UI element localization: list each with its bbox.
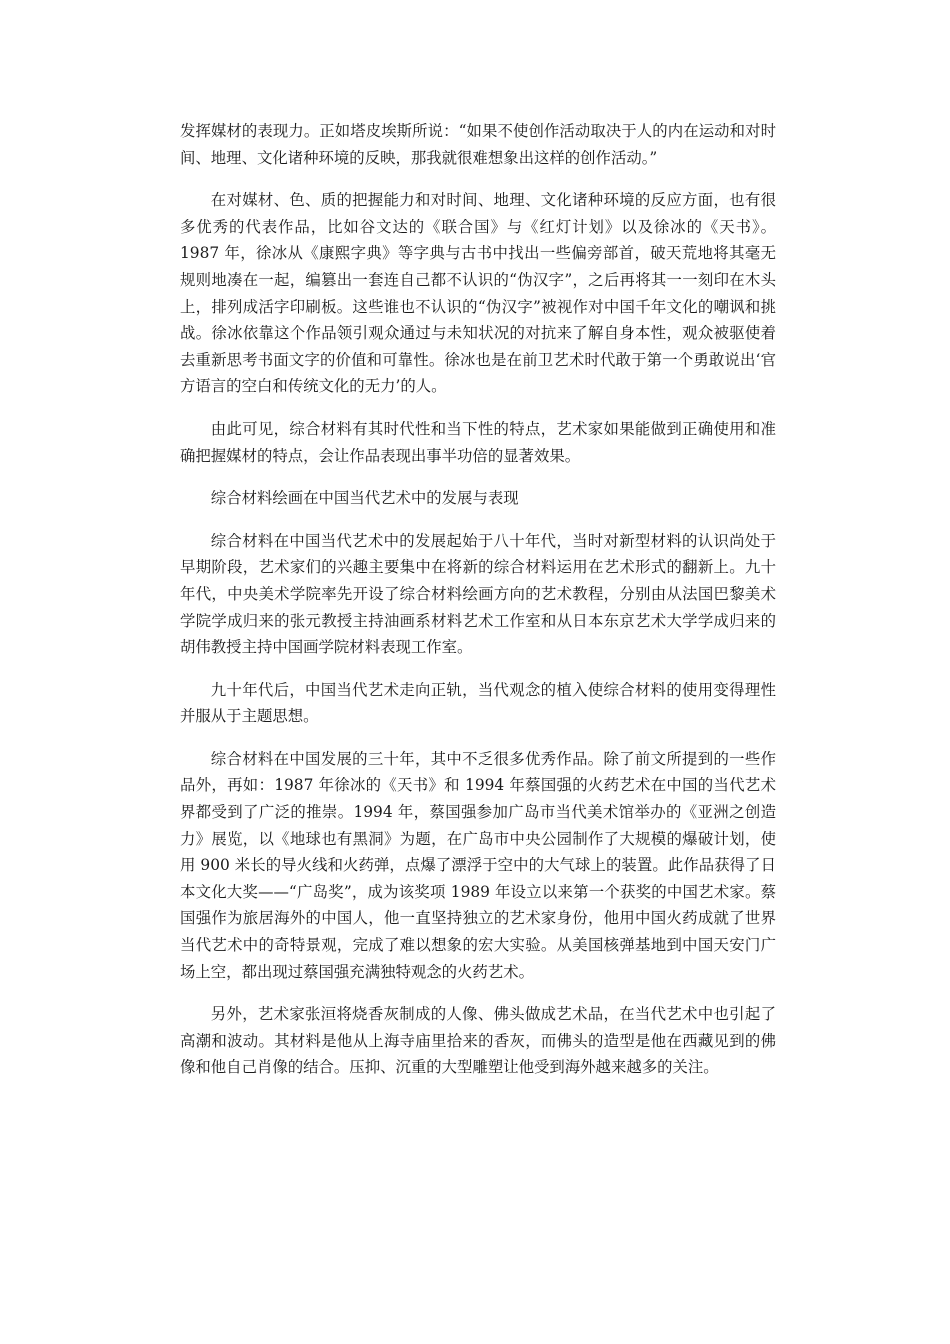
paragraph-nineties: 九十年代后，中国当代艺术走向正轨，当代观念的植入使综合材料的使用变得理性并服从于主题思想。 xyxy=(180,680,776,726)
document-body xyxy=(180,118,776,1097)
paragraph-development-origin: 综合材料在中国当代艺术中的发展起始于八十年代，当时对新型材料的认识尚处于早期阶段，艺术家们的兴趣主要集中在将新的综合材料运用在艺术形式的翻新上。九十年代，中央美术学院率先开设了综合材料绘画方向的艺术教程，分别由从法国巴黎美术学院学成归来的张元教授主持油画系材料艺术工作室和从日本东京艺术大学学成归来的胡伟教授主持中国画学院材料表现工作室。 xyxy=(180,531,776,657)
paragraph-continuation: 发挥媒材的表现力。正如塔皮埃斯所说：“如果不使创作活动取决于人的内在运动和对时间、地理、文化诸种环境的反映，那我就很难想象出这样的创作活动。” xyxy=(180,122,776,167)
paragraph-media-examples: 在对媒材、色、质的把握能力和对时间、地理、文化诸种环境的反应方面，也有很多优秀的代表作品，比如谷文达的《联合国》与《红灯计划》以及徐冰的《天书》。1987 年，徐冰从《康熙字典》等字典与古书中找出一些偏旁部首，破天荒地将其毫无规则地凑在一起，编篡出一套连自己都不认识的“伪汉字”，之后再将其一一刻印在木头上，排列成活字印刷板。这些谁也不认识的“伪汉字”被视作对中国千年文化的嘲讽和挑战。徐冰依靠这个作品领引观众通过与未知状况的对抗来了解自身本性，观众被驱使着去重新思考书面文字的价值和可靠性。徐冰也是在前卫艺术时代敢于第一个勇敢说出‘官方语言的空白和传统文化的无力’的人。 xyxy=(180,191,776,396)
paragraph-zhang-huan: 另外，艺术家张洹将烧香灰制成的人像、佛头做成艺术品，在当代艺术中也引起了高潮和波动。其材料是他从上海寺庙里拾来的香灰，而佛头的造型是他在西藏见到的佛像和他自己肖像的结合。压抑、沉重的大型雕塑让他受到海外越来越多的关注。 xyxy=(180,1005,776,1077)
paragraph-conclusion: 由此可见，综合材料有其时代性和当下性的特点，艺术家如果能做到正确使用和准确把握媒材的特点，会让作品表现出事半功倍的显著效果。 xyxy=(180,419,776,465)
section-heading: 综合材料绘画在中国当代艺术中的发展与表现 xyxy=(210,489,519,508)
paragraph-thirty-years: 综合材料在中国发展的三十年，其中不乏很多优秀作品。除了前文所提到的一些作品外，再如：1987 年徐冰的《天书》和 1994 年蔡国强的火药艺术在中国的当代艺术界都受到了广泛的推崇。1994 年，蔡国强参加广岛市当代美术馆举办的《亚洲之创造力》展览，以《地球也有黑洞》为题，在广岛市中央公园制作了大规模的爆破计划，使用 900 米长的导火线和火药弹，点爆了漂浮于空中的大气球上的装置。此作品获得了日本文化大奖——“广岛奖”，成为该奖项 1989 年设立以来第一个获奖的中国艺术家。蔡国强作为旅居海外的中国人，他一直坚持独立的艺术家身份，他用中国火药成就了世界当代艺术中的奇特景观，完成了难以想象的宏大实验。从美国核弹基地到中国天安门广场上空，都出现过蔡国强充满独特观念的火药艺术。 xyxy=(180,749,776,981)
